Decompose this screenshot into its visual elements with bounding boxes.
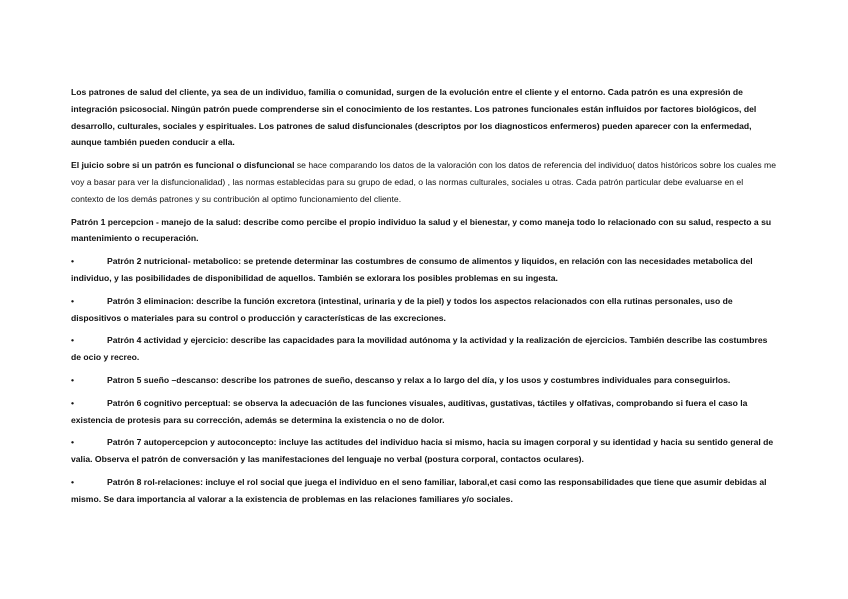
- bullet-icon: •: [71, 476, 75, 487]
- bullet-icon: •: [71, 256, 75, 267]
- pattern-7-bullet: [71, 434, 777, 468]
- pattern-6-text: Patrón 6 cognitivo perceptual: se observa la adecuación de las funciones visuales, auditivas, gustativas, táctiles y olfativas, comprobando si fuera el caso la existencia de protesis para su corrección, además se determina la existencia o no de dolor.: [71, 397, 748, 425]
- bullet-icon: •: [71, 295, 75, 306]
- bullet-icon: •: [71, 374, 75, 385]
- pattern-5-bullet: [71, 372, 777, 389]
- pattern-3-bullet: [71, 293, 777, 327]
- pattern-8-text: Patrón 8 rol-relaciones: incluye el rol social que juega el individuo en el seno familiar, laboral,et casi como las responsabilidades que tiene que asumir debidas al mismo. Se dara importancia al valorar a la existencia de problemas en las relaciones familiares y/o sociales.: [71, 476, 767, 504]
- bullet-icon: •: [71, 397, 75, 408]
- pattern-7-text: Patrón 7 autopercepcion y autoconcepto: incluye las actitudes del individuo hacia si mismo, hacia su imagen corporal y su identidad y hacia su sentido general de valia. Observa el patrón de conversación y las manifestaciones del lenguaje no verbal (postura corporal, contactos oculares).: [71, 437, 774, 465]
- pattern-6-bullet: [71, 395, 777, 429]
- pattern-5-text: Patron 5 sueño –descanso: describe los patrones de sueño, descanso y relax a lo largo del día, y los usos y costumbres individuales para conseguirlos.: [107, 374, 731, 385]
- bullet-icon: •: [71, 335, 75, 346]
- judgment-rest-text: se hace comparando los datos de la valoración con los datos de referencia del individuo( datos históricos sobre los cuales me voy a basar para ver la disfuncionalidad) , las normas establecidas para su grupo de edad, o las normas culturales, sociales u otras. Cada patrón particular debe evaluarse en el contexto de los demás patrones y su contribución al optimo funcionamiento del cliente.: [71, 160, 776, 204]
- pattern-2-text: Patrón 2 nutricional- metabolico: se pretende determinar las costumbres de consumo de alimentos y liquidos, en relación con las necesidades metabolica del individuo, y las posibilidades de disponibilidad de aquellos. También se exlorara los posibles problemas en su ingesta.: [71, 256, 753, 283]
- pattern-1-paragraph: Patrón 1 percepcion - manejo de la salud: describe como percibe el propio individuo la salud y el bienestar, y como maneja todo lo relacionado con su salud, respecto a su mantenimiento o recuperación.: [71, 216, 772, 244]
- bullet-icon: •: [71, 437, 75, 448]
- pattern-4-bullet: [71, 332, 777, 366]
- judgment-lead-text: El juicio sobre si un patrón es funcional o disfuncional: [71, 160, 295, 171]
- pattern-2-bullet: [71, 253, 777, 287]
- intro-paragraph: Los patrones de salud del cliente, ya sea de un individuo, familia o comunidad, surgen de la evolución entre el cliente y el entorno. Cada patrón es una expresión de integración psicosocial. Ningún patrón puede comprenderse sin el conocimiento de los restantes. Los patrones funcionales están influidos por factores biológicos, del desarrollo, culturales, sociales y espirituales. Los patrones de salud disfuncionales (descriptos por los diagnosticos enfermeros) pueden aparecer con la enfermedad, aunque también pueden conducir a ella.: [71, 87, 757, 148]
- judgment-paragraph: [71, 157, 777, 207]
- pattern-3-text: Patrón 3 eliminacion: describe la función excretora (intestinal, urinaria y de la piel) y todos los aspectos relacionados con ella rutinas personales, uso de dispositivos o materiales para su control o producción y características de las excreciones.: [71, 295, 733, 323]
- document-page: [71, 84, 777, 514]
- pattern-8-bullet: [71, 474, 777, 508]
- pattern-4-text: Patrón 4 actividad y ejercicio: describe las capacidades para la movilidad autónoma y la actividad y la realización de ejercicios. También describe las costumbres de ocio y recreo.: [71, 335, 768, 363]
